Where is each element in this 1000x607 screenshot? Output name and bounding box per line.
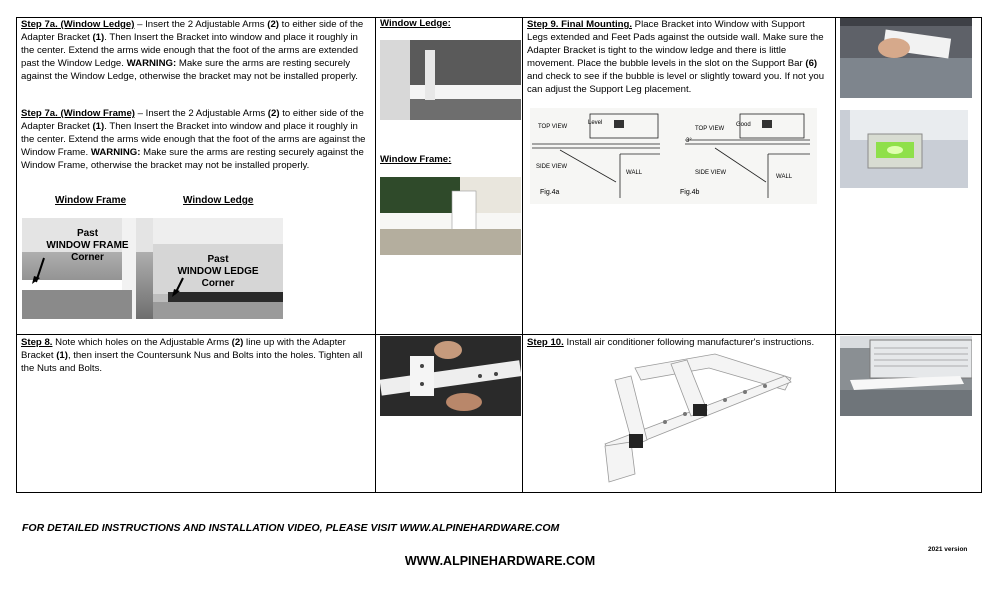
step9-text: Step 9. Final Mounting. Place Bracket into Window with Support Legs extended and Feet Pads against the outside wall. Make sure the Adapter Bracket is tight to the window ledge and there is little movement. Place the bubble levels in the slot on the Support Bar (6) and check to see if the bubble is level or slightly toward you. If not you can adjust the Support Leg placement. [527,19,825,95]
level-label: Level [588,120,603,126]
fig-4b: Fig.4b [680,189,700,196]
visit-notice: FOR DETAILED INSTRUCTIONS AND INSTALLATION VIDEO, PLEASE VISIT WWW.ALPINEHARDWARE.COM [22,522,560,534]
degree-label: 3° [686,138,692,144]
website-link[interactable]: WWW.ALPINEHARDWARE.COM [404,554,596,568]
step7a-ledge-text: Step 7a. (Window Ledge) – Insert the 2 Adjustable Arms (2) to either side of the Adapter Bracket (1). Then Insert the Bracket into window and place it roughly in the center. Extend the arms wide enough that the foot of the arms are extended past the Window Ledge. WARNING: Make sure the arms are resting securely against the Window Ledge, otherwise the bracket may not be installed properly. [21,19,364,82]
side-view-a: SIDE VIEW [536,164,568,170]
ac-installed-photo [840,336,972,416]
window-frame-install-photo [380,177,521,255]
bubble-level-photo [840,110,968,188]
window-ledge-install-photo [380,40,521,120]
window-ledge-photo [153,218,283,319]
top-view-a: TOP VIEW [538,124,568,130]
window-frame-photo [22,218,153,319]
step7a-frame-text: Step 7a. (Window Frame) – Insert the 2 Adjustable Arms (2) to either side of the Adapter Bracket (1). Then Insert the Bracket into window and place it roughly in the center. Extend the arms wide enough that the foot of the arms are against the Window Frame. WARNING: Make sure the arms are resting securely against the Window Frame, otherwise the bracket may not be installed properly. [21,108,366,171]
final-mounting-photo [840,18,972,98]
step8-heading: Step 8. [21,337,53,348]
window-ledge-label: Window Ledge [183,195,254,206]
window-ledge-caption: Window Ledge: [380,18,451,29]
bracket-render [595,350,795,488]
window-frame-caption: Window Frame: [380,154,452,165]
step10-heading: Step 10. [527,337,564,348]
column-divider [522,18,523,492]
column-divider [375,18,376,492]
wall-a: WALL [626,170,643,176]
wall-b: WALL [776,174,793,180]
past-window-frame-text: Past WINDOW FRAME Corner [46,228,129,263]
window-frame-label: Window Frame [55,195,127,206]
column-divider [835,18,836,492]
row-divider [17,334,981,335]
step9-heading: Step 9. Final Mounting. [527,19,632,30]
past-window-ledge-text: Past WINDOW LEDGE Corner [177,254,259,289]
step7a-frame-heading: Step 7a. (Window Frame) [21,108,135,119]
fig-4a: Fig.4a [540,189,560,196]
good-label: Good [736,122,751,128]
level-diagram [530,108,817,204]
side-view-b: SIDE VIEW [695,170,727,176]
top-view-b: TOP VIEW [695,126,725,132]
step8-text: Step 8. Note which holes on the Adjustable Arms (2) line up with the Adapter Bracket (1), then insert the Countersunk Nus and Bolts into the holes. Tighten all the Nuts and Bolts. [21,337,363,374]
bolts-photo [380,336,521,416]
step10-text: Step 10. Install air conditioner following manufacturer's instructions. [527,337,815,348]
step7a-ledge-heading: Step 7a. (Window Ledge) [21,19,135,30]
version-note: 2021 version [928,546,968,553]
